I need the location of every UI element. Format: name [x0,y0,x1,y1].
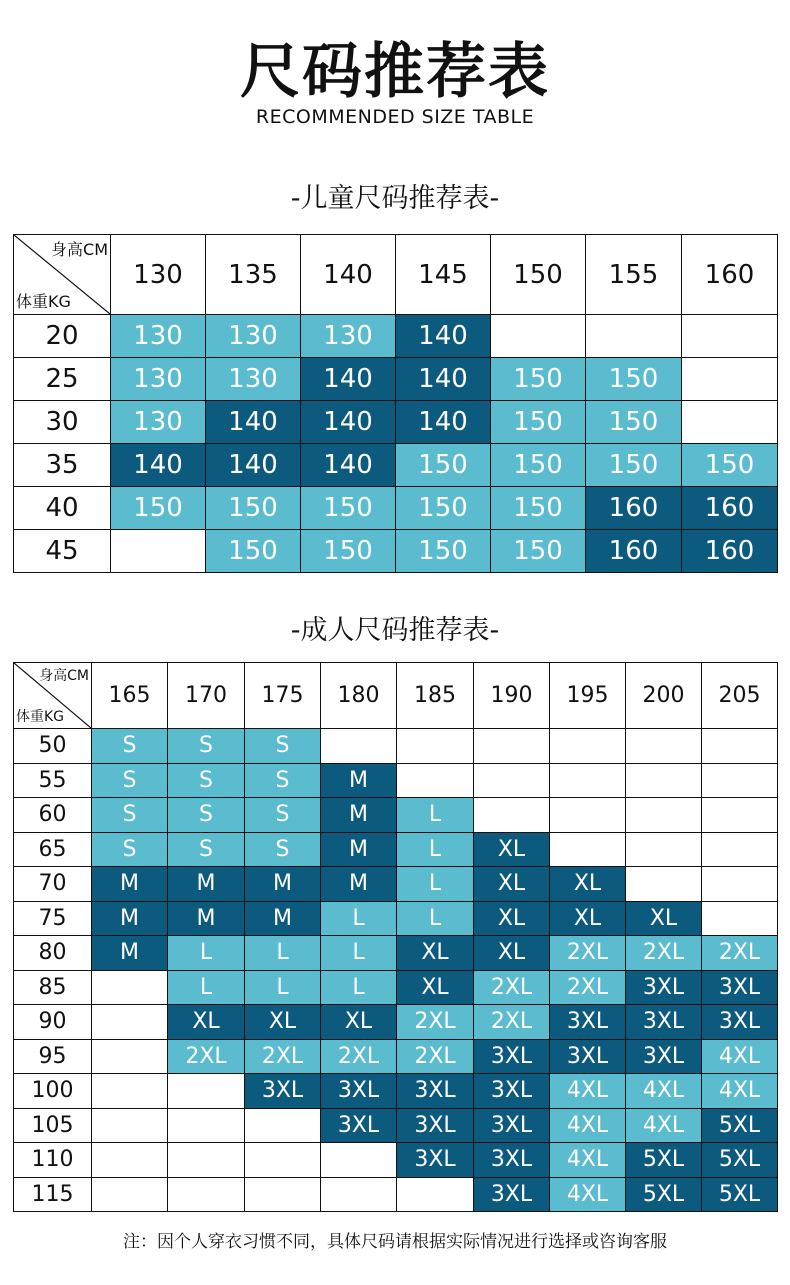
size-cell [702,867,778,902]
table-row [14,401,778,444]
size-cell: 3XL [550,1039,626,1074]
size-cell: 140 [301,358,396,401]
size-cell: XL [474,832,550,867]
size-cell: 140 [111,444,206,487]
table-row [14,763,778,798]
height-header-cell: 190 [474,663,550,729]
size-cell: S [92,832,168,867]
size-cell: XL [626,901,702,936]
table-row [14,1177,778,1212]
size-cell: L [245,970,321,1005]
size-cell [702,763,778,798]
size-cell: XL [321,1005,397,1040]
height-header-cell: 130 [111,235,206,315]
size-cell: S [245,798,321,833]
size-cell: L [321,901,397,936]
size-cell [397,1177,474,1212]
size-cell [245,1143,321,1178]
size-cell: 160 [682,487,778,530]
size-cell: 3XL [702,970,778,1005]
size-cell: S [92,798,168,833]
kids-corner-cell [14,235,111,315]
size-cell: 2XL [321,1039,397,1074]
size-cell: 140 [301,401,396,444]
height-header-cell: 155 [586,235,682,315]
size-cell: S [92,729,168,764]
size-cell: 3XL [702,1005,778,1040]
size-cell [321,1177,397,1212]
table-row [14,798,778,833]
size-cell: S [92,763,168,798]
size-cell: S [245,763,321,798]
size-cell [111,530,206,573]
size-cell [550,798,626,833]
size-cell: XL [474,936,550,971]
size-cell: 2XL [550,970,626,1005]
size-cell [702,832,778,867]
height-header-cell: 205 [702,663,778,729]
height-header-cell: 180 [321,663,397,729]
size-cell: L [321,970,397,1005]
height-header-cell: 170 [168,663,245,729]
adult-header-row [14,663,778,729]
weight-label-cell: 80 [14,936,92,971]
weight-label-cell: 30 [14,401,111,444]
size-cell: L [397,832,474,867]
size-cell: 3XL [474,1108,550,1143]
size-cell: 130 [111,358,206,401]
size-cell [626,832,702,867]
table-row [14,901,778,936]
size-cell: 2XL [474,970,550,1005]
size-cell: 5XL [626,1143,702,1178]
weight-axis-label: 体重KG [16,709,65,725]
size-cell [474,729,550,764]
size-cell [550,729,626,764]
size-cell: M [321,832,397,867]
size-cell: M [245,901,321,936]
size-cell: 3XL [474,1039,550,1074]
table-row [14,1039,778,1074]
size-cell [626,798,702,833]
size-cell [702,729,778,764]
size-cell: L [397,867,474,902]
size-cell: 150 [301,487,396,530]
size-cell: 140 [206,401,301,444]
size-cell: M [245,867,321,902]
size-cell: 150 [491,487,586,530]
size-cell: M [168,867,245,902]
size-cell: 150 [301,530,396,573]
size-cell [92,970,168,1005]
size-cell: 130 [111,315,206,358]
weight-label-cell: 25 [14,358,111,401]
size-cell: 4XL [550,1143,626,1178]
size-cell: 2XL [168,1039,245,1074]
size-cell: 140 [396,401,491,444]
height-header-cell: 175 [245,663,321,729]
size-cell [92,1177,168,1212]
height-header-cell: 165 [92,663,168,729]
size-cell: 150 [586,401,682,444]
size-cell: S [168,798,245,833]
size-cell [397,729,474,764]
size-cell: M [168,901,245,936]
size-cell [321,1143,397,1178]
size-cell: 150 [491,401,586,444]
weight-label-cell: 85 [14,970,92,1005]
height-header-cell: 135 [206,235,301,315]
size-cell: 150 [491,530,586,573]
size-cell: M [321,798,397,833]
size-cell [474,763,550,798]
height-header-cell: 160 [682,235,778,315]
table-row [14,487,778,530]
size-cell: 130 [111,401,206,444]
size-cell: M [92,867,168,902]
size-cell: 130 [206,358,301,401]
weight-label-cell: 100 [14,1074,92,1109]
weight-axis-label: 体重KG [16,292,71,311]
weight-label-cell: 110 [14,1143,92,1178]
weight-label-cell: 20 [14,315,111,358]
size-cell: 140 [301,444,396,487]
footnote: 注：因个人穿衣习惯不同，具体尺码请根据实际情况进行选择或咨询客服 [123,1232,667,1252]
kids-size-table [13,234,778,573]
size-cell: 4XL [626,1108,702,1143]
size-cell: M [92,936,168,971]
size-cell [92,1143,168,1178]
table-row [14,832,778,867]
size-cell [92,1108,168,1143]
size-cell: 150 [396,444,491,487]
size-cell [168,1108,245,1143]
size-cell: M [92,901,168,936]
adult-section-title: -成人尺码推荐表- [290,615,500,646]
size-cell: 3XL [245,1074,321,1109]
size-cell: 130 [206,315,301,358]
size-cell [491,315,586,358]
size-cell: 2XL [474,1005,550,1040]
size-cell: XL [474,901,550,936]
size-cell: S [168,832,245,867]
size-cell [168,1143,245,1178]
height-header-cell: 200 [626,663,702,729]
size-cell: M [321,867,397,902]
size-cell [626,729,702,764]
kids-section-title: -儿童尺码推荐表- [290,183,500,214]
size-cell: 2XL [702,936,778,971]
table-row [14,358,778,401]
size-cell: 2XL [626,936,702,971]
size-cell [92,1005,168,1040]
size-cell [321,729,397,764]
table-row [14,1108,778,1143]
size-cell: 150 [396,530,491,573]
size-cell: 140 [206,444,301,487]
size-cell: 150 [586,358,682,401]
weight-label-cell: 115 [14,1177,92,1212]
weight-label-cell: 90 [14,1005,92,1040]
size-cell: 5XL [702,1108,778,1143]
table-row [14,1074,778,1109]
size-cell [682,401,778,444]
size-cell: 160 [682,530,778,573]
size-cell [168,1177,245,1212]
size-cell: 5XL [626,1177,702,1212]
size-cell: 4XL [702,1039,778,1074]
size-cell: L [245,936,321,971]
size-cell: 140 [396,358,491,401]
size-cell: 4XL [550,1074,626,1109]
page-subtitle: RECOMMENDED SIZE TABLE [255,106,535,128]
size-cell: XL [474,867,550,902]
size-cell: 3XL [397,1108,474,1143]
weight-label-cell: 40 [14,487,111,530]
size-cell: 3XL [626,1005,702,1040]
size-cell: 3XL [626,970,702,1005]
size-cell: 3XL [397,1074,474,1109]
size-cell: 150 [491,444,586,487]
size-cell: S [168,729,245,764]
table-row [14,936,778,971]
size-cell [586,315,682,358]
height-header-cell: 195 [550,663,626,729]
size-cell [397,763,474,798]
weight-label-cell: 75 [14,901,92,936]
page-title: 尺码推荐表 [240,37,550,107]
size-cell [168,1074,245,1109]
size-cell [626,763,702,798]
size-cell: 150 [206,487,301,530]
weight-label-cell: 105 [14,1108,92,1143]
size-cell: XL [397,936,474,971]
size-cell: S [168,763,245,798]
table-row [14,729,778,764]
table-row [14,1005,778,1040]
size-cell: 150 [206,530,301,573]
size-cell: 4XL [550,1177,626,1212]
size-cell: 3XL [474,1177,550,1212]
height-header-cell: 150 [491,235,586,315]
table-row [14,970,778,1005]
size-cell [92,1039,168,1074]
size-cell: 2XL [550,936,626,971]
height-header-cell: 185 [397,663,474,729]
size-cell: S [245,729,321,764]
size-cell: L [321,936,397,971]
size-cell: 3XL [321,1074,397,1109]
table-row [14,867,778,902]
size-cell [92,1074,168,1109]
weight-label-cell: 65 [14,832,92,867]
size-cell: XL [550,867,626,902]
size-cell [245,1177,321,1212]
table-row [14,530,778,573]
height-axis-label: 身高CM [51,240,108,259]
size-cell: L [168,970,245,1005]
weight-label-cell: 60 [14,798,92,833]
size-cell: 150 [586,444,682,487]
size-cell: XL [550,901,626,936]
size-cell: 160 [586,530,682,573]
size-cell [245,1108,321,1143]
size-cell: 160 [586,487,682,530]
size-cell: 150 [111,487,206,530]
size-cell: S [245,832,321,867]
size-cell: XL [245,1005,321,1040]
size-cell [702,798,778,833]
weight-label-cell: 50 [14,729,92,764]
size-cell: 4XL [550,1108,626,1143]
size-cell: 4XL [702,1074,778,1109]
size-cell: L [397,901,474,936]
size-cell: 5XL [702,1143,778,1178]
weight-label-cell: 95 [14,1039,92,1074]
size-cell: 2XL [397,1039,474,1074]
size-cell: XL [397,970,474,1005]
size-cell: 4XL [626,1074,702,1109]
size-cell: 3XL [550,1005,626,1040]
size-cell [702,901,778,936]
weight-label-cell: 55 [14,763,92,798]
size-cell: 150 [491,358,586,401]
kids-header-row [14,235,778,315]
size-cell: 3XL [397,1143,474,1178]
size-cell: 2XL [397,1005,474,1040]
size-cell: 150 [682,444,778,487]
table-row [14,444,778,487]
size-cell: XL [168,1005,245,1040]
size-cell [550,832,626,867]
size-cell: 3XL [474,1074,550,1109]
size-cell [474,798,550,833]
weight-label-cell: 45 [14,530,111,573]
size-cell [682,358,778,401]
size-cell: 3XL [321,1108,397,1143]
table-row [14,1143,778,1178]
height-header-cell: 145 [396,235,491,315]
table-row [14,315,778,358]
size-cell: 3XL [626,1039,702,1074]
size-cell: 3XL [474,1143,550,1178]
size-cell: 150 [396,487,491,530]
size-cell: L [168,936,245,971]
size-cell: M [321,763,397,798]
size-cell: 5XL [702,1177,778,1212]
weight-label-cell: 35 [14,444,111,487]
height-axis-label: 身高CM [39,668,89,684]
height-header-cell: 140 [301,235,396,315]
size-cell: L [397,798,474,833]
adult-size-table [13,662,778,1212]
size-cell [550,763,626,798]
adult-corner-cell [14,663,92,729]
size-cell: 130 [301,315,396,358]
size-cell: 140 [396,315,491,358]
size-cell [626,867,702,902]
weight-label-cell: 70 [14,867,92,902]
size-cell: 2XL [245,1039,321,1074]
size-cell [682,315,778,358]
